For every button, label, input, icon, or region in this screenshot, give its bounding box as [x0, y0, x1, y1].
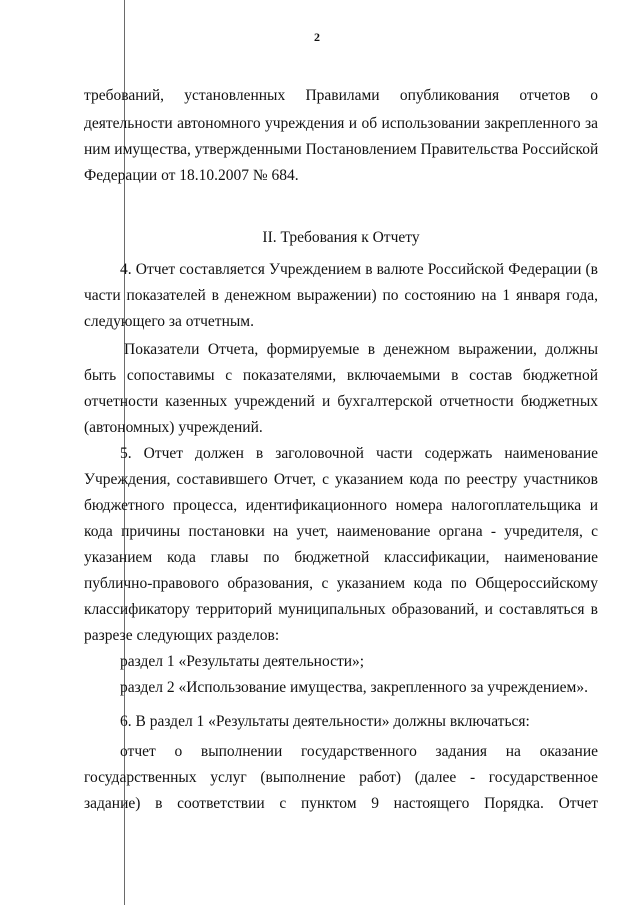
- text-line: (автономных) учреждений.: [84, 419, 263, 436]
- text-line: раздел 1 «Результаты деятельности»;: [120, 653, 365, 670]
- text-line: требований, установленных Правилами опубликования отчетов о: [84, 87, 598, 104]
- text-line: публично-правового образования, с указанием кода по Общероссийскому: [84, 575, 598, 592]
- text-line: указанием кода главы по бюджетной классификации, наименование: [84, 549, 598, 566]
- text-line: Федерации от 18.10.2007 № 684.: [84, 167, 299, 184]
- page-number: 2: [314, 30, 320, 44]
- text-line: Показатели Отчета, формируемые в денежном выражении, должны: [124, 341, 598, 358]
- text-line: следующего за отчетным.: [84, 313, 254, 330]
- text-line: быть сопоставимы с показателями, включаемыми в состав бюджетной: [84, 367, 598, 384]
- text-line: 5. Отчет должен в заголовочной части содержать наименование: [120, 445, 598, 462]
- text-line: отчет о выполнении государственного задания на оказание: [120, 743, 598, 760]
- text-line: государственных услуг (выполнение работ) (далее - государственное: [84, 769, 598, 786]
- text-line: кода причины постановки на учет, наименование органа - учредителя, с: [84, 523, 598, 540]
- text-line: 6. В раздел 1 «Результаты деятельности» должны включаться:: [120, 713, 530, 730]
- text-line: разрезе следующих разделов:: [84, 627, 280, 644]
- text-line: Учреждения, составившего Отчет, с указанием кода по реестру участников: [84, 471, 598, 488]
- text-line: задание) в соответствии с пунктом 9 настоящего Порядка. Отчет: [84, 795, 598, 812]
- text-line: отчетности казенных учреждений и бухгалтерской отчетности бюджетных: [84, 393, 598, 410]
- text-line: бюджетного процесса, идентификационного номера налогоплательщика и: [84, 497, 598, 514]
- section-heading: II. Требования к Отчету: [262, 229, 420, 246]
- text-line: части показателей в денежном выражении) по состоянию на 1 января года,: [84, 287, 598, 304]
- text-line: классификатору территорий муниципальных образований, и составляться в: [84, 601, 598, 618]
- text-line: деятельности автономного учреждения и об использовании закрепленного за: [84, 115, 598, 132]
- text-line: раздел 2 «Использование имущества, закрепленного за учреждением».: [120, 679, 588, 696]
- text-line: 4. Отчет составляется Учреждением в валюте Российской Федерации (в: [120, 261, 598, 278]
- text-line: ним имущества, утвержденными Постановлением Правительства Российской: [84, 141, 599, 158]
